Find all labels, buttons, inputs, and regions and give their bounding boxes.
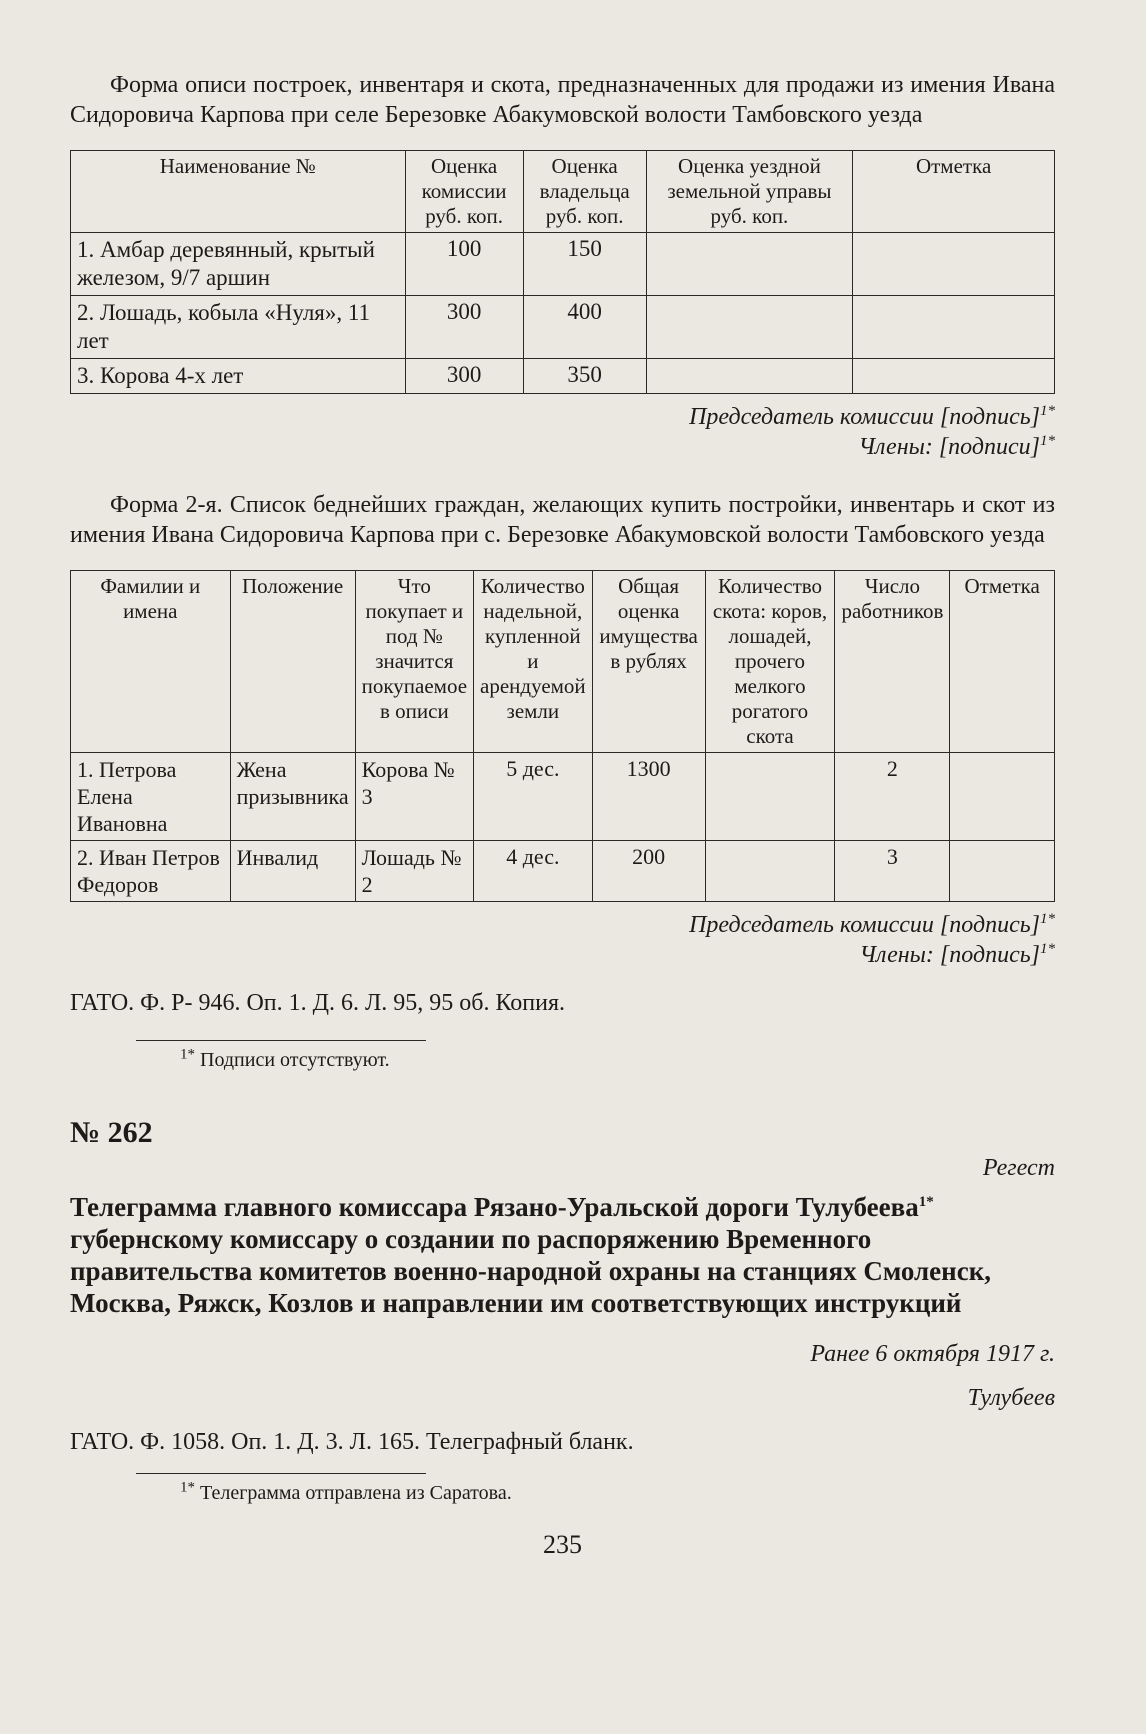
archive-source: ГАТО. Ф. 1058. Оп. 1. Д. 3. Л. 165. Телеграфный бланк. xyxy=(70,1429,634,1455)
members-text: Члены: [подпись] xyxy=(859,942,1040,968)
table-cell: 1. Петрова Елена Ивановна xyxy=(71,753,231,841)
form1-header-cell: Оценка уездной земельной управы руб. коп. xyxy=(646,151,853,233)
footnote-text: Подписи отсутствуют. xyxy=(200,1049,390,1071)
form2-chairman xyxy=(70,910,1055,940)
table-cell: 3. Корова 4-х лет xyxy=(71,359,406,394)
table-cell xyxy=(705,753,835,841)
table-cell: 4 дес. xyxy=(474,841,593,902)
form2-header-cell: Число работников xyxy=(835,571,950,753)
footnote-ref: 1* xyxy=(1040,403,1055,419)
document-title xyxy=(70,1191,1055,1319)
table-cell xyxy=(853,233,1055,296)
table-cell: 350 xyxy=(523,359,646,394)
table-cell: 200 xyxy=(592,841,705,902)
form2-header-cell: Фамилии и имена xyxy=(71,571,231,753)
table-row xyxy=(71,753,1055,841)
footnote-ref: 1* xyxy=(918,1194,934,1210)
form2-header-cell: Что покупает и под № значится покупаемое в описи xyxy=(355,571,473,753)
document-type: Регест xyxy=(982,1155,1055,1181)
table-cell: 400 xyxy=(523,296,646,359)
form1-chairman xyxy=(70,402,1055,432)
table-cell: 3 xyxy=(835,841,950,902)
table-cell: 5 дес. xyxy=(474,753,593,841)
form1-header-cell: Наименование № xyxy=(71,151,406,233)
footnote-ref: 1* xyxy=(1040,433,1055,449)
document-date: Ранее 6 октября 1917 г. xyxy=(810,1341,1055,1367)
footnote-divider xyxy=(136,1040,426,1041)
page-content xyxy=(70,70,1055,1560)
form2-header-cell: Общая оценка имущества в рублях xyxy=(592,571,705,753)
table-cell: Инвалид xyxy=(230,841,355,902)
table-row xyxy=(71,841,1055,902)
document-signature: Тулубеев xyxy=(967,1385,1055,1411)
table-cell xyxy=(950,841,1055,902)
table-cell: Лошадь № 2 xyxy=(355,841,473,902)
archive-source: ГАТО. Ф. Р- 946. Оп. 1. Д. 6. Л. 95, 95 об. Копия. xyxy=(70,990,566,1016)
form1-title: Форма описи построек, инвентаря и скота, предназначенных для продажи из имения Ивана Сидоровича Карпова при селе Березовке Абакумовской волости Тамбовского уезда xyxy=(70,72,1055,128)
form1-members xyxy=(70,432,1055,462)
footnote-mark: 1* xyxy=(180,1479,195,1496)
table-row xyxy=(71,359,1055,394)
chairman-text: Председатель комиссии [подпись] xyxy=(689,404,1040,430)
table-cell xyxy=(646,233,853,296)
form2-header-cell: Положение xyxy=(230,571,355,753)
document-number: № 262 xyxy=(70,1116,153,1149)
table-cell: 300 xyxy=(405,359,523,394)
table-cell xyxy=(646,296,853,359)
table-cell: 2 xyxy=(835,753,950,841)
form1-header-row xyxy=(71,151,1055,233)
table-cell: 100 xyxy=(405,233,523,296)
page-number: 235 xyxy=(543,1530,582,1559)
table-cell: 2. Лошадь, кобыла «Нуля», 11 лет xyxy=(71,296,406,359)
table-row xyxy=(71,233,1055,296)
form2-table xyxy=(70,570,1055,902)
table-cell: 2. Иван Петров Федоров xyxy=(71,841,231,902)
footnote-mark: 1* xyxy=(180,1046,195,1063)
table-cell xyxy=(853,296,1055,359)
table-cell: 1. Амбар деревянный, крытый железом, 9/7 аршин xyxy=(71,233,406,296)
footnote-ref: 1* xyxy=(1040,911,1055,927)
form1-table xyxy=(70,150,1055,394)
form2-header-cell: Отметка xyxy=(950,571,1055,753)
form2-title: Форма 2-я. Список беднейших граждан, желающих купить постройки, инвентарь и скот из имения Ивана Сидоровича Карпова при с. Березовке Абакумовской волости Тамбовского уезда xyxy=(70,492,1055,548)
form2-members xyxy=(70,940,1055,970)
title-part-a: Телеграмма главного комиссара Рязано-Уральской дороги Тулубеева xyxy=(70,1192,919,1222)
form2-header-row xyxy=(71,571,1055,753)
members-text: Члены: [подписи] xyxy=(858,434,1040,460)
table-cell xyxy=(646,359,853,394)
table-cell: 300 xyxy=(405,296,523,359)
table-cell: Корова № 3 xyxy=(355,753,473,841)
table-cell xyxy=(853,359,1055,394)
form2-header-cell: Количество надельной, купленной и арендуемой земли xyxy=(474,571,593,753)
table-cell xyxy=(705,841,835,902)
footnote-ref: 1* xyxy=(1040,941,1055,957)
title-part-b: губернскому комиссару о создании по распоряжению Временного правительства комитетов военно-народной охраны на станциях Смоленск, Москва, Ряжск, Козлов и направлении им соответствующих инструкций xyxy=(70,1224,992,1318)
table-cell xyxy=(950,753,1055,841)
form2-header-cell: Количество скота: коров, лошадей, прочего мелкого рогатого скота xyxy=(705,571,835,753)
footnote-divider xyxy=(136,1473,426,1474)
table-row xyxy=(71,296,1055,359)
form1-header-cell: Отметка xyxy=(853,151,1055,233)
table-cell: 150 xyxy=(523,233,646,296)
chairman-text: Председатель комиссии [подпись] xyxy=(689,912,1040,938)
form1-header-cell: Оценка комиссии руб. коп. xyxy=(405,151,523,233)
footnote xyxy=(70,1480,1055,1506)
footnote xyxy=(70,1047,1055,1073)
form1-header-cell: Оценка владельца руб. коп. xyxy=(523,151,646,233)
table-cell: Жена призывника xyxy=(230,753,355,841)
footnote-text: Телеграмма отправлена из Саратова. xyxy=(200,1482,512,1504)
table-cell: 1300 xyxy=(592,753,705,841)
